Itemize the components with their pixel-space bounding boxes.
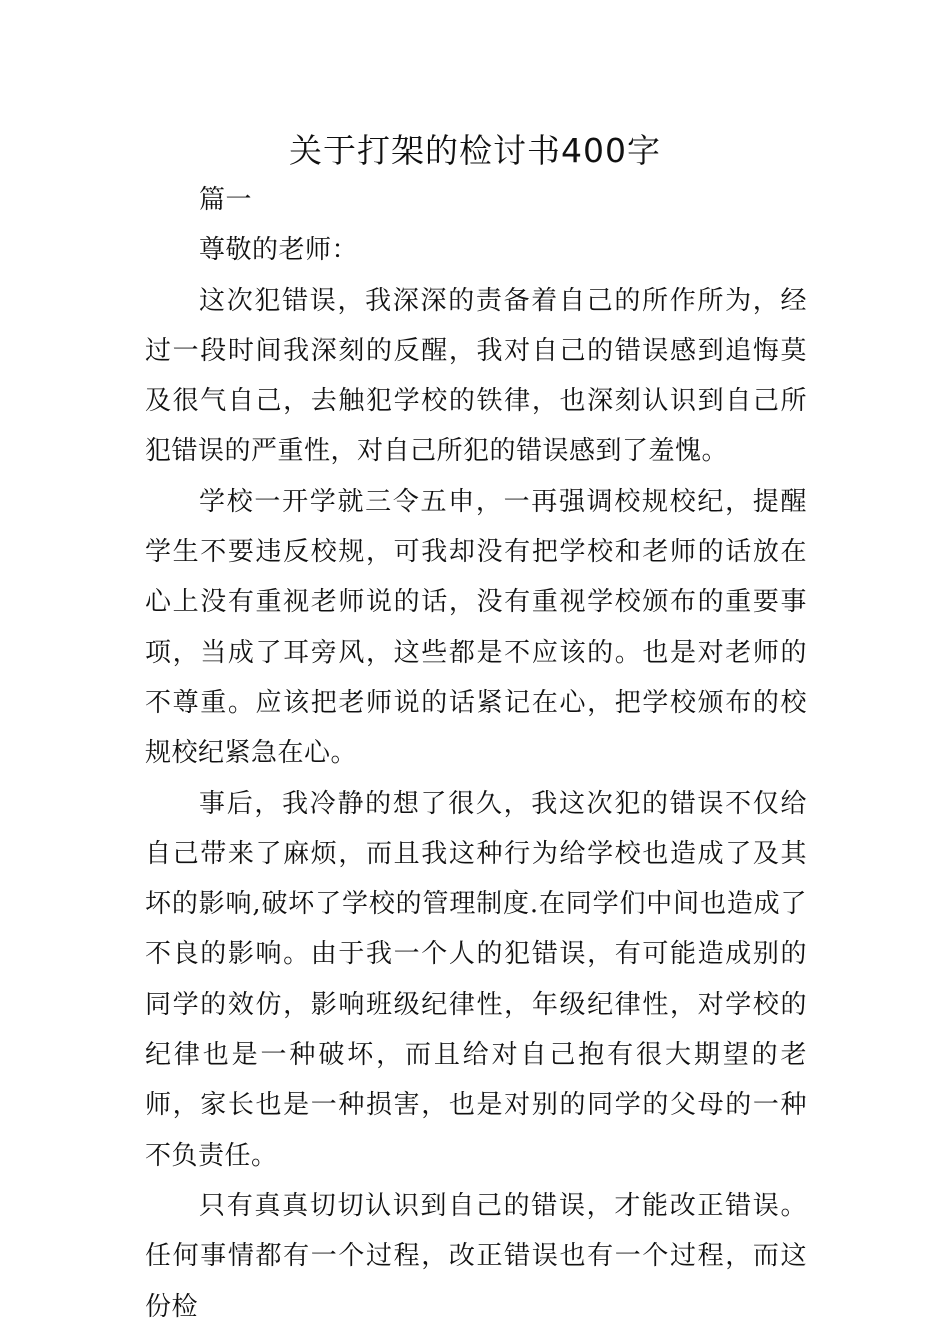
paragraph: 学校一开学就三令五申，一再强调校规校纪，提醒学生不要违反校规，可我却没有把学校和老师的话放在心上没有重视老师说的话，没有重视学校颁布的重要事项，当成了耳旁风，这些都是不应该的。也是对老师的不尊重。应该把老师说的话紧记在心，把学校颁布的校规校纪紧急在心。 xyxy=(145,486,807,769)
document-title: 关于打架的检讨书400字 xyxy=(289,131,661,170)
paragraph: 这次犯错误，我深深的责备着自己的所作所为，经过一段时间我深刻的反醒，我对自己的错误感到追悔莫及很气自己，去触犯学校的铁律，也深刻认识到自己所犯错误的严重性，对自己所犯的错误感到了羞愧。 xyxy=(145,285,807,467)
paragraph: 事后，我冷静的想了很久，我这次犯的错误不仅给自己带来了麻烦，而且我这种行为给学校也造成了及其坏的影响,破坏了学校的管理制度.在同学们中间也造成了不良的影响。由于我一个人的犯错误，有可能造成别的同学的效仿，影响班级纪律性，年级纪律性，对学校的纪律也是一种破坏，而且给对自己抱有很大期望的老师，家长也是一种损害，也是对别的同学的父母的一种不负责任。 xyxy=(145,788,807,1171)
document-body xyxy=(145,175,807,1332)
salutation: 尊敬的老师： xyxy=(199,235,359,266)
section-heading: 篇一 xyxy=(199,185,253,215)
paragraph: 只有真真切切认识到自己的错误，才能改正错误。任何事情都有一个过程，改正错误也有一个过程，而这份检 xyxy=(145,1190,807,1322)
